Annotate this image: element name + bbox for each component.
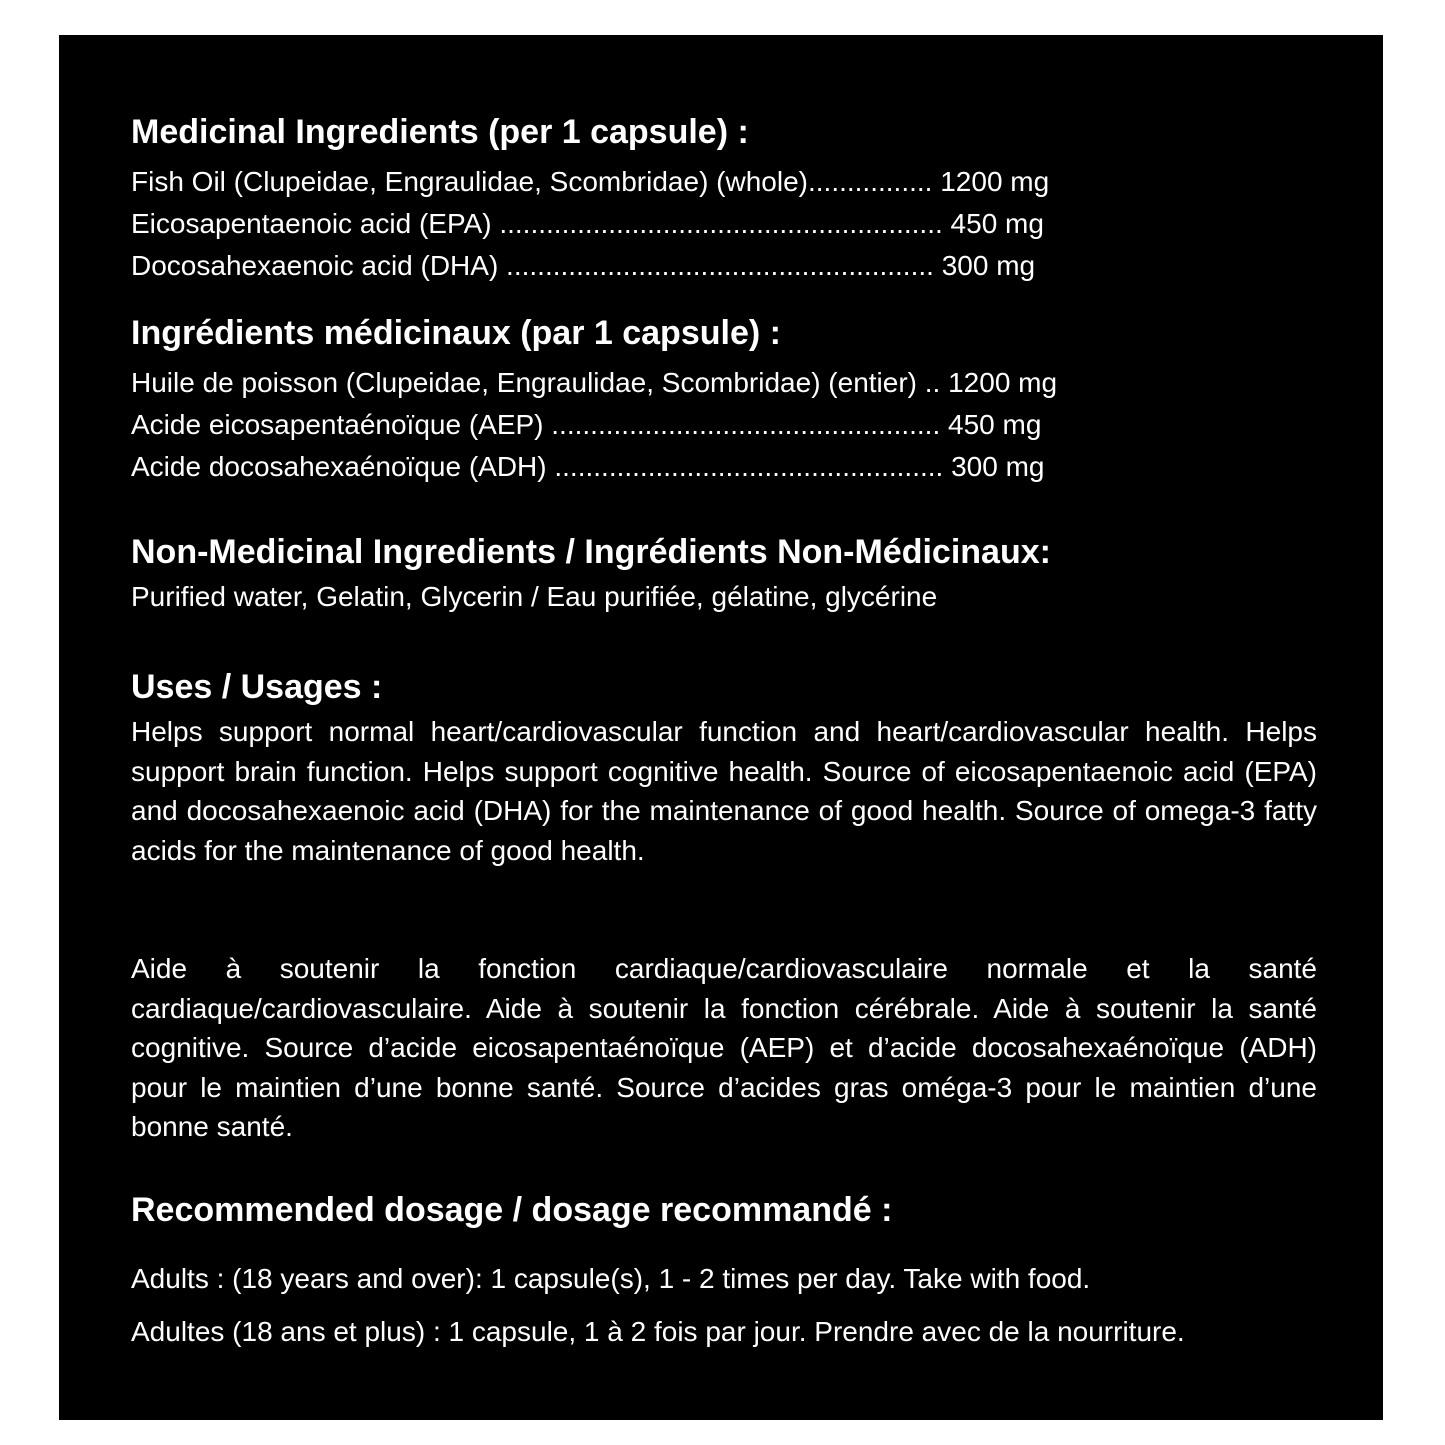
non-medicinal-heading: Non-Medicinal Ingredients / Ingrédients Non-Médicinaux: — [131, 533, 1051, 571]
label-panel — [59, 35, 1383, 1420]
ingredient-line-aep: Acide eicosapentaénoïque (AEP) .................................................. 450 mg — [131, 409, 1042, 440]
ingredient-line-dha: Docosahexaenoic acid (DHA) ....................................................... 300 mg — [131, 250, 1036, 281]
ingredient-line-fish-oil: Fish Oil (Clupeidae, Engraulidae, Scombridae) (whole)................ 1200 mg — [131, 166, 1050, 197]
dosage-text-en: Adults : (18 years and over): 1 capsule(s), 1 - 2 times per day. Take with food. — [131, 1263, 1091, 1294]
dosage-text-fr: Adultes (18 ans et plus) : 1 capsule, 1 à 2 fois par jour. Prendre avec de la nourriture. — [131, 1316, 1185, 1347]
medicinal-ingredients-heading-fr: Ingrédients médicinaux (par 1 capsule) : — [131, 314, 781, 352]
medicinal-ingredients-heading-en: Medicinal Ingredients (per 1 capsule) : — [131, 113, 749, 151]
uses-text-fr: Aide à soutenir la fonction cardiaque/cardiovasculaire normale et la santé cardiaque/cardiovasculaire. Aide à soutenir la fonction cérébrale. Aide à soutenir la santé cognitive. Source d’acide eicosapentaénoïque (AEP) et d’acide docosahexaénoïque (ADH) pour le maintien d’une bonne santé. Source d’acides gras oméga-3 pour le maintien d’une bonne santé. — [131, 953, 1317, 1142]
non-medicinal-text: Purified water, Gelatin, Glycerin / Eau purifiée, gélatine, glycérine — [131, 581, 938, 612]
dosage-heading: Recommended dosage / dosage recommandé : — [131, 1191, 893, 1229]
ingredient-line-adh: Acide docosahexaénoïque (ADH) .................................................. 300 mg — [131, 451, 1045, 482]
ingredient-line-epa: Eicosapentaenoic acid (EPA) ......................................................... 450 mg — [131, 208, 1044, 239]
uses-heading: Uses / Usages : — [131, 668, 383, 706]
ingredient-line-huile: Huile de poisson (Clupeidae, Engraulidae, Scombridae) (entier) .. 1200 mg — [131, 367, 1058, 398]
uses-text-en: Helps support normal heart/cardiovascular function and heart/cardiovascular health. Helps support brain function. Helps support cognitive health. Source of eicosapentaenoic acid (EPA) and docosahexaenoic acid (DHA) for the maintenance of good health. Source of omega-3 fatty acids for the maintenance of good health. — [131, 716, 1317, 866]
